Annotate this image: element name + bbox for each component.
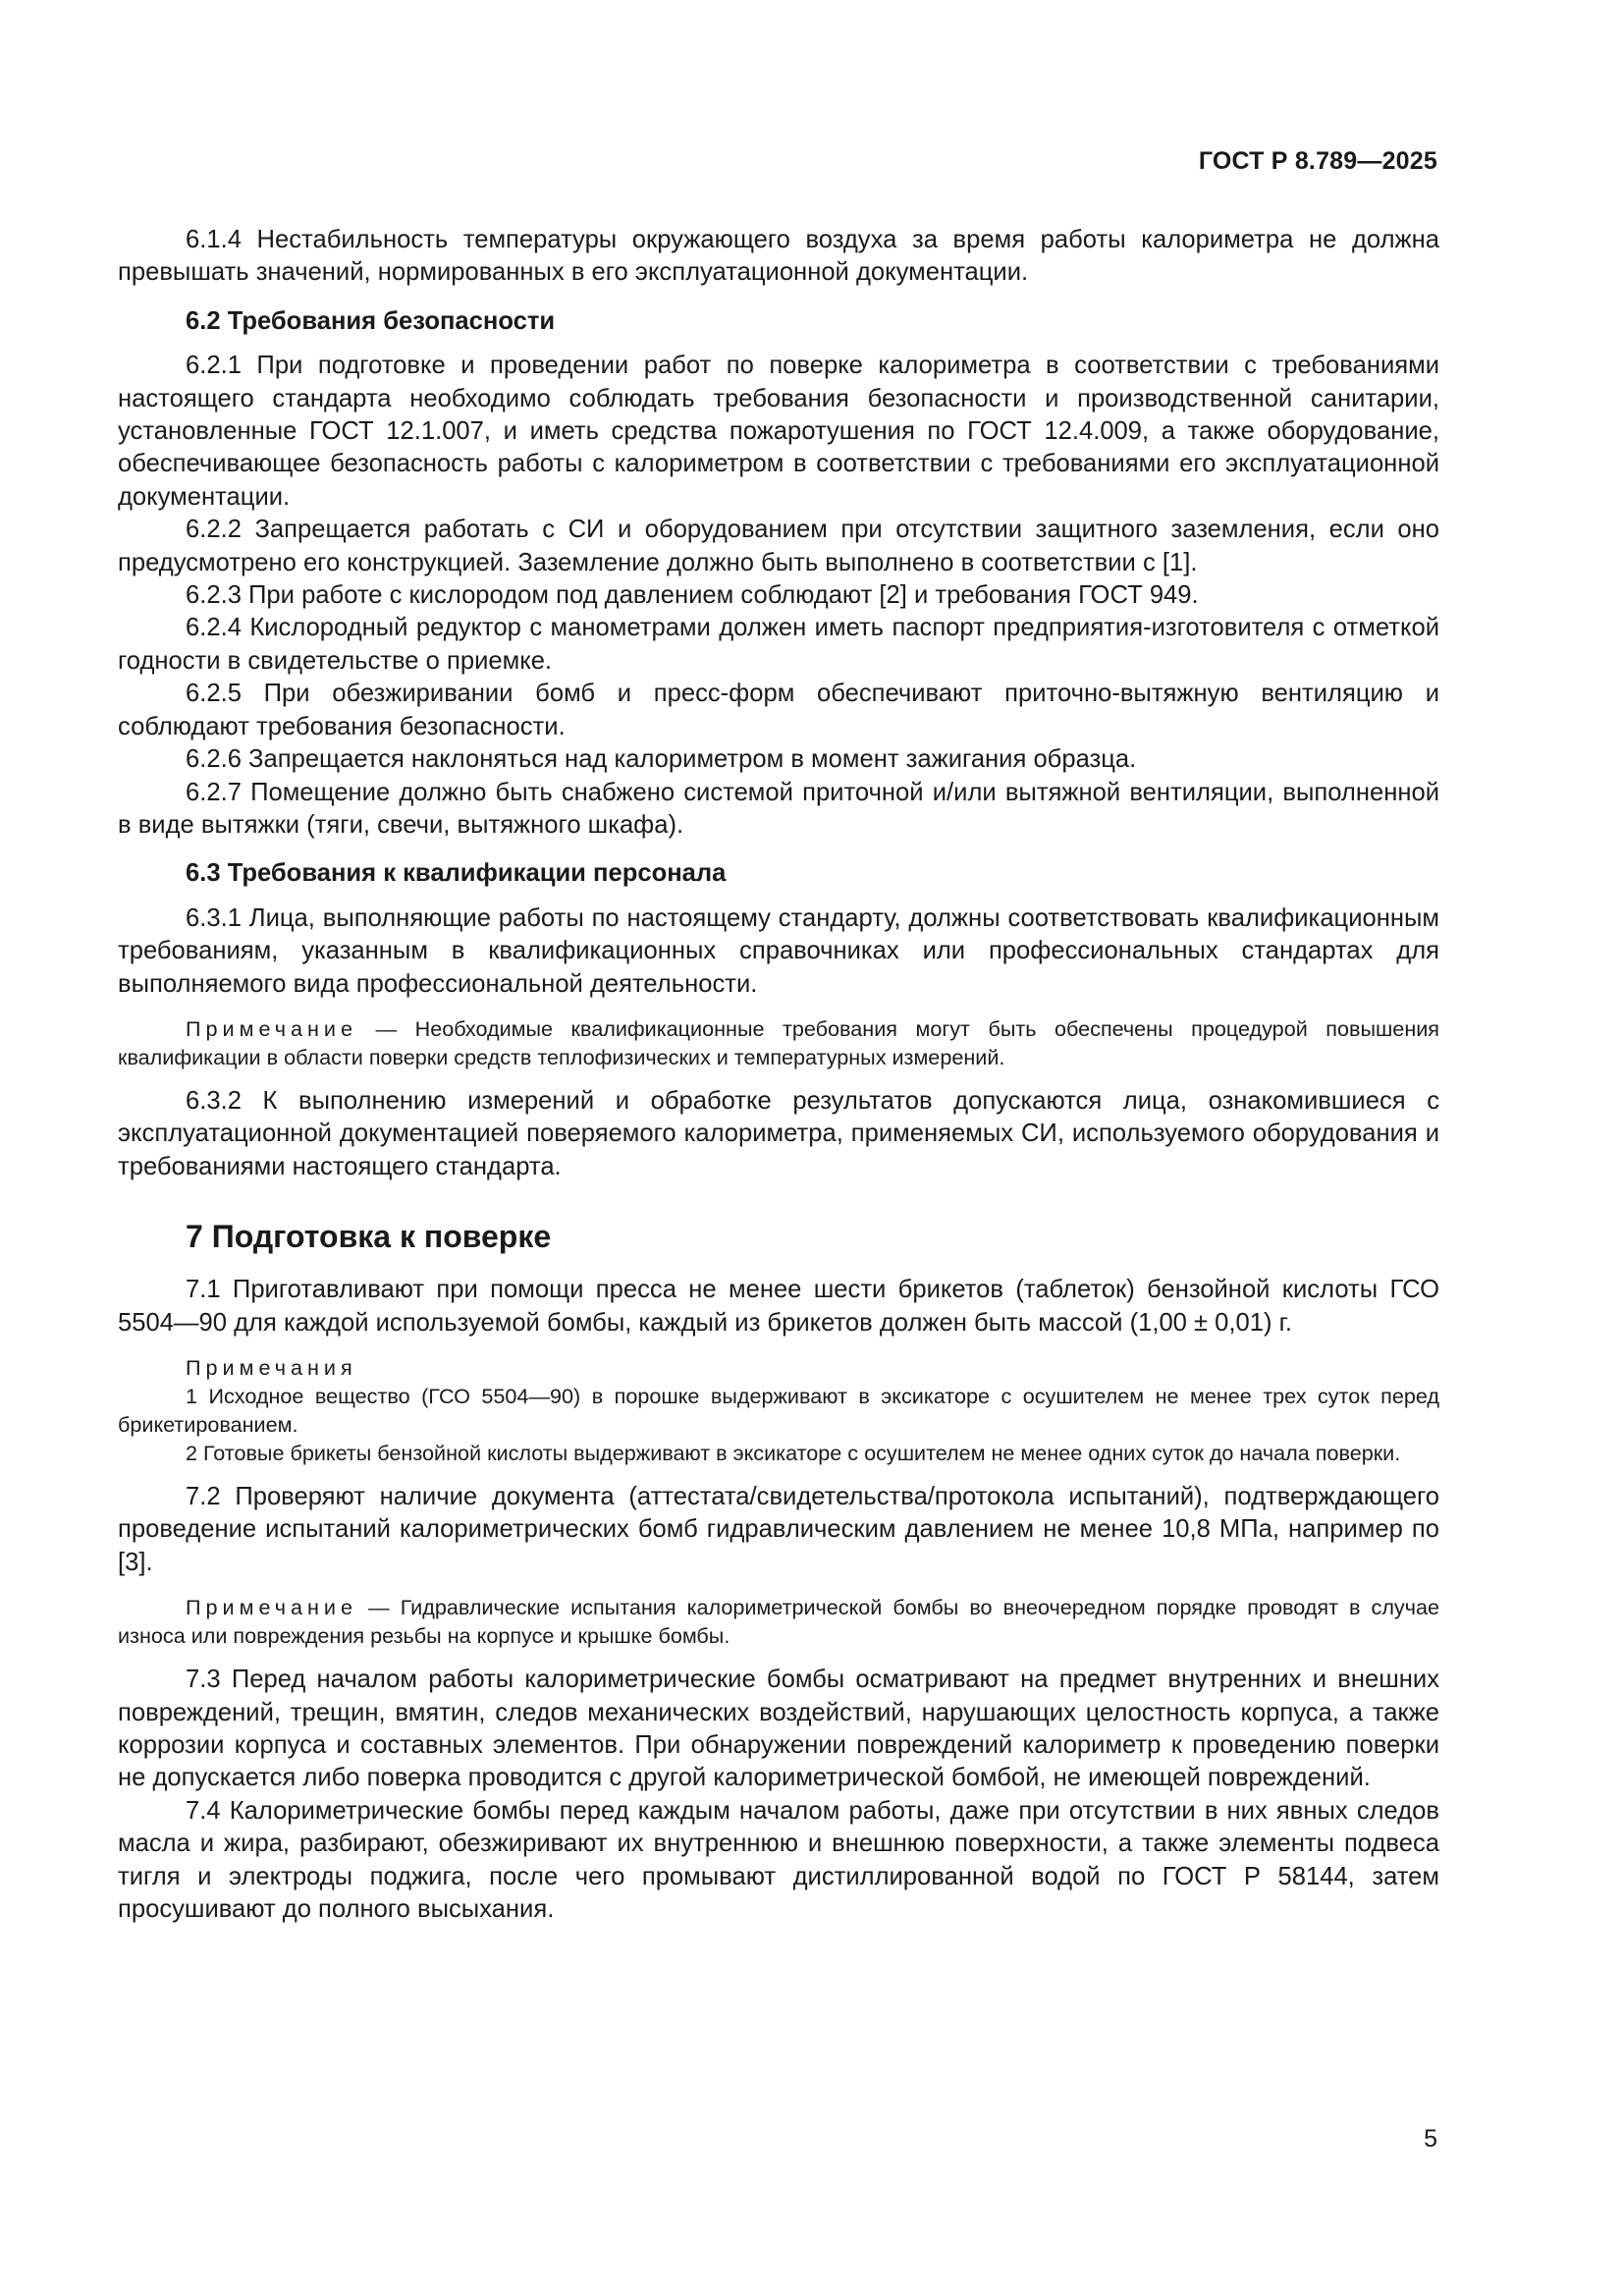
paragraph-6-2-6: 6.2.6 Запрещается наклоняться над калориметром в момент зажигания образца. [186,745,1137,774]
paragraph-6-2-4: 6.2.4 Кислородный редуктор с манометрами должен иметь паспорт предприятия-изготовителя с отметкой годности в свидетельстве о приемке. [118,614,1439,675]
paragraph-7-4: 7.4 Калориметрические бомбы перед каждым началом работы, даже при отсутствии в них явных следов масла и жира, разбирают, обезжиривают их внутреннюю и внешнюю поверхности, а также элементы подвеса тигля и электроды поджига, после чего промывают дистиллированной водой по ГОСТ Р 58144, затем просушивают до полного высыхания. [118,1796,1439,1924]
heading-7: 7 Подготовка к поверке [186,1219,552,1255]
paragraph-6-2-2: 6.2.2 Запрещается работать с СИ и оборудованием при отсутствии защитного заземления, если оно предусмотрено его конструкцией. Заземление должно быть выполнено в соответствии с [1]. [118,516,1439,576]
note-text [118,1014,1439,1071]
document-code: ГОСТ Р 8.789—2025 [1198,147,1437,175]
heading-6-3: 6.3 Требования к квалификации персонала [186,859,727,888]
notes-label-line [118,1353,1439,1382]
paragraph-6-2-1: 6.2.1 При подготовке и проведении работ по поверке калориметра в соответствии с требованиями настоящего стандарта необходимо соблюдать требования безопасности и производственной санитарии, установленные ГОСТ 12.1.007, и иметь средства пожаротушения по ГОСТ 12.4.009, а также оборудование, обеспечивающее безопасность работы с калориметром в соответствии с требованиями его эксплуатационной документации. [118,352,1439,511]
page-content [118,224,1439,1926]
note-label: Примечание [186,1595,357,1620]
note-7-1-1: 1 Исходное вещество (ГСО 5504—90) в порошке выдерживают в эксикаторе с осушителем не менее трех суток перед брикетированием. [118,1383,1439,1437]
note-6-3 [118,1014,1439,1071]
note-7-2 [118,1593,1439,1650]
paragraph-6-3-2: 6.3.2 К выполнению измерений и обработке результатов допускаются лица, ознакомившиеся с эксплуатационной документацией поверяемого калориметра, применяемых СИ, используемого оборудования и требованиями настоящего стандарта. [118,1086,1439,1180]
note-body: — Гидравлические испытания калориметрической бомбы во внеочередном порядке проводят в случае износа или повреждения резьбы на корпусе и крышке бомбы. [118,1595,1439,1649]
paragraph-6-3-1: 6.3.1 Лица, выполняющие работы по настоящему стандарту, должны соответствовать квалификационным требованиям, указанным в квалификационных справочниках или профессиональных стандартах для выполняемого вида профессиональной деятельности. [118,903,1439,998]
paragraph-7-1: 7.1 Приготавливают при помощи пресса не менее шести брикетов (таблеток) бензойной кислоты ГСО 5504—90 для каждой используемой бомбы, каждый из брикетов должен быть массой (1,00 ± 0,01) г. [118,1276,1439,1337]
paragraph-7-2: 7.2 Проверяют наличие документа (аттестата/свидетельства/протокола испытаний), подтверждающего проведение испытаний калориметрических бомб гидравлическим давлением не менее 10,8 МПа, например по [3]. [118,1482,1439,1576]
note-label: Примечание [186,1015,357,1041]
paragraph-6-1-4: 6.1.4 Нестабильность температуры окружающего воздуха за время работы калориметра не должна превышать значений, нормированных в его эксплуатационной документации. [118,226,1439,287]
note-text [118,1593,1439,1650]
note-body: — Необходимые квалификационные требования могут быть обеспечены процедурой повышения квалификации в области поверки средств теплофизических и температурных измерений. [118,1015,1439,1069]
heading-6-2: 6.2 Требования безопасности [186,306,556,335]
notes-label: Примечания [186,1354,357,1380]
paragraph-7-3: 7.3 Перед началом работы калориметрические бомбы осматривают на предмет внутренних и внешних повреждений, трещин, вмятин, следов механических воздействий, нарушающих целостность корпуса, а также коррозии корпуса и составных элементов. При обнаружении повреждений калориметр к проведению поверки не допускается либо поверка проводится с другой калориметрической бомбой, не имеющей повреждений. [118,1666,1439,1792]
page-number: 5 [1424,2125,1437,2153]
note-7-1-2: 2 Готовые брикеты бензойной кислоты выдерживают в эксикаторе с осушителем не менее одних суток до начала поверки. [186,1440,1401,1465]
paragraph-6-2-3: 6.2.3 При работе с кислородом под давлением соблюдают [2] и требования ГОСТ 949. [186,581,1199,610]
paragraph-6-2-5: 6.2.5 При обезжиривании бомб и пресс-форм обеспечивают приточно-вытяжную вентиляцию и соблюдают требования безопасности. [118,680,1439,740]
paragraph-6-2-7: 6.2.7 Помещение должно быть снабжено системой приточной и/или вытяжной вентиляции, выполненной в виде вытяжки (тяги, свечи, вытяжного шкафа). [118,778,1439,839]
notes-7-1 [118,1353,1439,1467]
